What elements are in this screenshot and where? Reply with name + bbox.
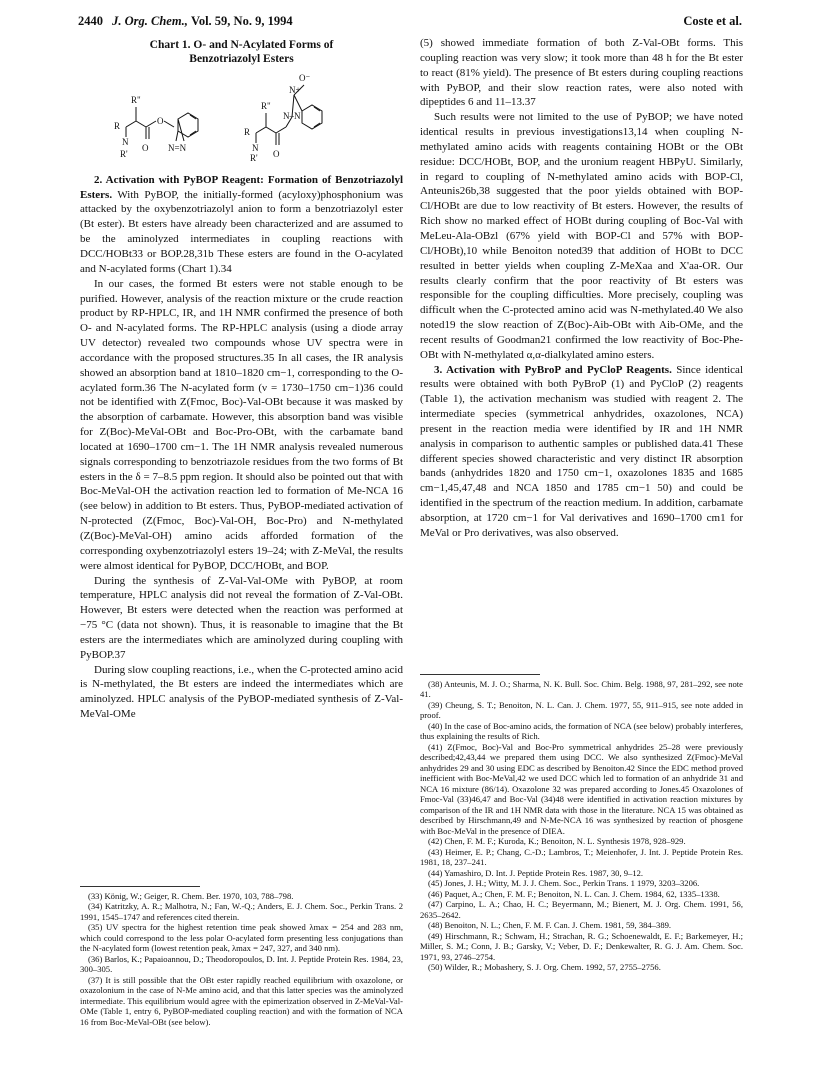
footnote: (45) Jones, J. H.; Witty, M. J. J. Chem. Soc., Perkin Trans. 1 1979, 3203–3206. [428, 878, 700, 889]
label-o-minus: O⁻ [299, 72, 311, 83]
running-authors: Coste et al. [683, 14, 742, 28]
footnotes-left [80, 880, 403, 1027]
left-column [80, 36, 403, 722]
label-r-2: R [244, 126, 251, 137]
right-column [420, 36, 743, 541]
footnote: (41) Z(Fmoc, Boc)-Val and Boc-Pro symmetrical anhydrides 25–28 were previously described;42,43,44 we prepared them using DCC. We also synthesized Z(Fmoc)-MeVal anhydrides 29 and 30 using EDC as described by Benoiton.42 Since the EDC method proved inefficient with Boc-MeVal,42 we used DCC which led to formation of an anhydride 31 and NCA 16 mixture (86/14). Oxazolone 32 was prepared according to Jones.45 Oxazolones of Fmoc-Val (33)46,47 and Boc-Val (34)48 were identified in activation reaction mixtures by comparison of the IR and 1H NMR data with those in the literature. NCA 15 was obtained as described by Hirschmann,49 and N-Me-NCA 16 was synthesized by reaction of phosgene with Boc-MeVal in the presence of DIEA. [420, 741, 743, 836]
footnote: (42) Chen, F. M. F.; Kuroda, K.; Benoiton, N. L. Synthesis 1978, 928–929. [428, 836, 686, 847]
journal-name: J. Org. Chem., [112, 14, 188, 28]
structure-drawing [80, 71, 403, 163]
label-r: R [114, 120, 121, 131]
label-n: N [122, 136, 129, 147]
paragraph-pybop [80, 173, 403, 277]
footnotes-right [420, 668, 743, 973]
footnote: (38) Anteunis, M. J. O.; Sharma, N. K. Bull. Soc. Chim. Belg. 1988, 97, 281–292, see note 41. [420, 679, 743, 700]
paragraph-bt-esters: In our cases, the formed Bt esters were not stable enough to be purified. However, analysis of the reaction mixture or the crude reaction product by RP-HPLC, IR, and 1H NMR confirmed the presence of both O- and N-acylated forms. The RP-HPLC analysis (using a diode array UV detector) revealed two compounds whose UV spectra were in accordance with the proposed structures.35 In all cases, the IR analysis showed an absorption band at 1810–1820 cm−1, corresponding to the O-acylated form.36 The N-acylated form (ν = 1730–1750 cm−1)36 could not be identified with Z(Fmoc, Boc)-Val-OBt because it was masked by the absorption of carbamate. However, this absorption band was visible for Z(Boc)-MeVal-OBt and Boc-Pro-OBt, with the carbamate band located at 1690–1700 cm−1. The 1H NMR analysis revealed numerous signals corresponding to benzotriazole residues from the two forms of Bt esters in the δ = 7–8.5 ppm region. It should also be pointed out that with Boc-MeVal-OH the activation reaction led to formation of Me-NCA 16 (see below) in addition to Bt esters. Thus, PyBOP-mediated activation of N-protected (Z(Fmoc, Boc)-Val-OH, Boc-Pro) and N-methylated (Z(Boc)-MeVal-OH) amino acids afforded formation of the corresponding oxybenzotriazolyl esters 19–24; with Z-MeVal, the results were almost identical for PyBOP, DCC/HOBt, and BOP. [80, 277, 403, 572]
footnote: (44) Yamashiro, D. Int. J. Peptide Protein Res. 1987, 30, 9–12. [428, 867, 644, 878]
footnote: (39) Cheung, S. T.; Benoiton, N. L. Can. J. Chem. 1977, 55, 911–915, see note added in proof. [420, 699, 743, 721]
label-n-dash: N–N [283, 110, 301, 121]
page-number: 2440 [78, 14, 103, 28]
paragraph-slow-coupling: During slow coupling reactions, i.e., when the C-protected amino acid is N-methylated, the Bt esters are indeed the intermediates which are aminolyzed. HPLC analysis of the PyBOP-mediated synthesis of Z-Val-MeVal-OMe [80, 663, 403, 721]
footnote: (49) Hirschmann, R.; Schwam, H.; Strachan, R. G.; Schoenewaldt, E. F.; Barkemeyer, H.; Miller, S. M.; Conn, J. B.; Garsky, V.; Veber, D. F.; Denkewalter, R. G. J. Am. Chem. Soc. 1971, 93, 2746–2754. [420, 930, 743, 962]
paragraph-heading: 2. Activation with PyBOP Reagent: Formation of Benzotriazolyl Esters. [80, 173, 403, 201]
label-n-plus: N+ [289, 84, 301, 95]
label-o: O [142, 142, 149, 153]
footnote: (35) UV spectra for the highest retention time peak showed λmax = 254 and 283 nm, which could correspond to the less polar O-acylated form presenting less conjugations than the N-acylated form (lowest retention peak, λmax = 247, 327, and 340 nm). [80, 922, 403, 954]
label-r-prime-2: R' [250, 152, 258, 163]
footnote: (47) Carpino, L. A.; Chao, H. C.; Beyermann, M.; Bienert, M. J. Org. Chem. 1991, 56, 2635–2642. [420, 899, 743, 920]
paragraph-body: Since identical results were obtained with both PyBroP (1) and PyCloP (2) reagents (Table 1), the activation mechanism was studied with reagent 2. The intermediate species (symmetrical anhydrides, oxazolones, NCA) present in the reaction media were identified by IR and 1H NMR analysis in comparison to authentic samples or published data.41 These different species showed characteristic and very distinct IR absorption bands (anhydrides 1820 and 1750 cm−1, oxazolones 1835 and 1685 cm−1,45,47,48 and NCA 1850 and 1785 cm−1 50) and could be identified in the spectrum of the reaction medium. In addition, carbamate absorption, at 1720 cm−1 for Val derivatives and 1690–1700 cm1 for MeVal or Pro derivatives, was also observed. [420, 363, 743, 539]
label-o-2: O [273, 148, 280, 159]
paragraph-heading: 3. Activation with PyBroP and PyCloP Reagents. [434, 363, 672, 376]
journal-citation [78, 14, 293, 29]
label-r-double-prime-2: R" [261, 100, 271, 111]
footnote: (36) Barlos, K.; Papaioannou, D.; Theodoropoulos, D. Int. J. Peptide Protein Res. 1984, 23, 300–305. [80, 953, 403, 975]
paragraph-similar-results: Such results were not limited to the use of PyBOP; we have noted identical results in previous investigations13,14 when coupling N-methylated amino acids with reagents containing HOBt or the OBt residue: DCC/HOBt, BOP, and the uronium reagent HBPyU. Similarly, in regard to coupling of N-methylated amino acids with BOP-Cl, Anteunis26b,38 suggested that the poor yields obtained with BOP-Cl/HOBt are due to low reactivity of Bt esters. However, the results of Rich show no marked effect of HOBt during coupling of Boc-Val with MeLeu-Ala-OBzl (67% yield with BOP-Cl and 57% with BOP-Cl/HOBt),10 while Benoiton noted39 that addition of HOBt to DCC resulted in better yields when coupling Z-MeXaa and X'aa-OR. Our results clearly confirm that the poor reactivity of Bt esters was responsible for the coupling difficulties. More precisely, coupling was difficult when the C-protected amino acid was N-methylated.40 We also noted19 the slow reaction of Z(Boc)-Aib-OBt with Aib-OMe, and the recent results of Goodman21 confirmed the low reactivity of Boc-Phe-OBt with N-methylated α,α-dialkylated amino esters. [420, 111, 743, 361]
footnote: (43) Heimer, E. P.; Chang, C.-D.; Lambros, T.; Meienhofer, J. Int. J. Peptide Protein Res. 1981, 18, 237–241. [420, 846, 743, 868]
running-header [78, 14, 742, 34]
paragraph-body: With PyBOP, the initially-formed (acyloxy)phosphonium was attacked by the oxybenzotriazolyl anion to form a benzotriazolyl ester (Bt ester). Bt esters have already been characterized and are assumed to be the aminolyzed intermediates in coupling reactions with DCC/HOBt33 or BOP.28,31b These esters are found in the O-acylated and N-acylated forms (Chart 1).34 [80, 188, 403, 275]
paragraph-continued: (5) showed immediate formation of both Z-Val-OBt forms. This coupling reaction was very slow; it took more than 48 h for the Bt ester to react (81% yield). The presence of Bt esters during coupling reactions with PyBOP, and their slow reaction rates, were also noted with dipeptides 6 and 11–13.37 [420, 37, 743, 109]
chemical-structures [80, 71, 403, 163]
paragraph-pybrop [420, 363, 743, 541]
footnote-divider [420, 674, 540, 675]
n-acylated-labels [244, 73, 310, 163]
footnote: (40) In the case of Boc-amino acids, the formation of NCA (see below) probably interferes, thus explaining the results of Rich. [420, 720, 743, 742]
label-n-2: N [252, 142, 259, 153]
journal-volume: Vol. 59, No. 9, 1994 [190, 14, 293, 28]
label-r-double-prime: R" [131, 94, 141, 105]
footnote: (50) Wilder, R.; Mobashery, S. J. Org. Chem. 1992, 57, 2755–2756. [428, 962, 661, 973]
footnote: (34) Katritzky, A. R.; Malhotra, N.; Fan, W.-Q.; Anders, E. J. Chem. Soc., Perkin Trans. 2 1991, 1545–1747 and references cited therein. [80, 901, 403, 922]
footnote: (33) König, W.; Geiger, R. Chem. Ber. 1970, 103, 788–798. [88, 891, 294, 901]
label-n-eq-n: N=N [168, 142, 187, 153]
paragraph-z-val-val: During the synthesis of Z-Val-Val-OMe with PyBOP, at room temperature, HPLC analysis did not reveal the formation of Z-Val-OBt. However, Bt esters were detected when the reaction was performed at −75 °C (data not shown). Thus, it is reasonable to imagine that the Bt esters are the intermediates which are aminolyzed during coupling with PyBOP.37 [80, 574, 403, 661]
footnote: (48) Benoiton, N. L.; Chen, F. M. F. Can. J. Chem. 1981, 59, 384–389. [428, 920, 672, 931]
footnote-divider [80, 886, 200, 887]
chart-title-line1: Chart 1. O- and N-Acylated Forms of [149, 39, 334, 51]
label-o-ester: O [157, 115, 164, 126]
label-r-prime: R' [120, 148, 128, 159]
o-acylated-labels [114, 95, 187, 159]
footnote: (46) Paquet, A.; Chen, F. M. F.; Benoiton, N. L. Can. J. Chem. 1984, 62, 1335–1338. [428, 888, 720, 899]
chart-title [80, 38, 403, 67]
chart-title-line2: Benzotriazolyl Esters [189, 53, 294, 66]
footnote: (37) It is still possible that the OBt ester rapidly reached equilibrium with oxazolone, or oxazolonium in the case of N-Me amino acid, and that this latter species was the aminolyzed intermediate. This equilibrium would agree with the epimerization observed in Z-MeVal-Val-OMe (Table 1, entry 6, PyBOP-mediated coupling reaction) and with the formation of NCA 16 from Boc-MeVal-OBt (see below). [80, 974, 403, 1027]
